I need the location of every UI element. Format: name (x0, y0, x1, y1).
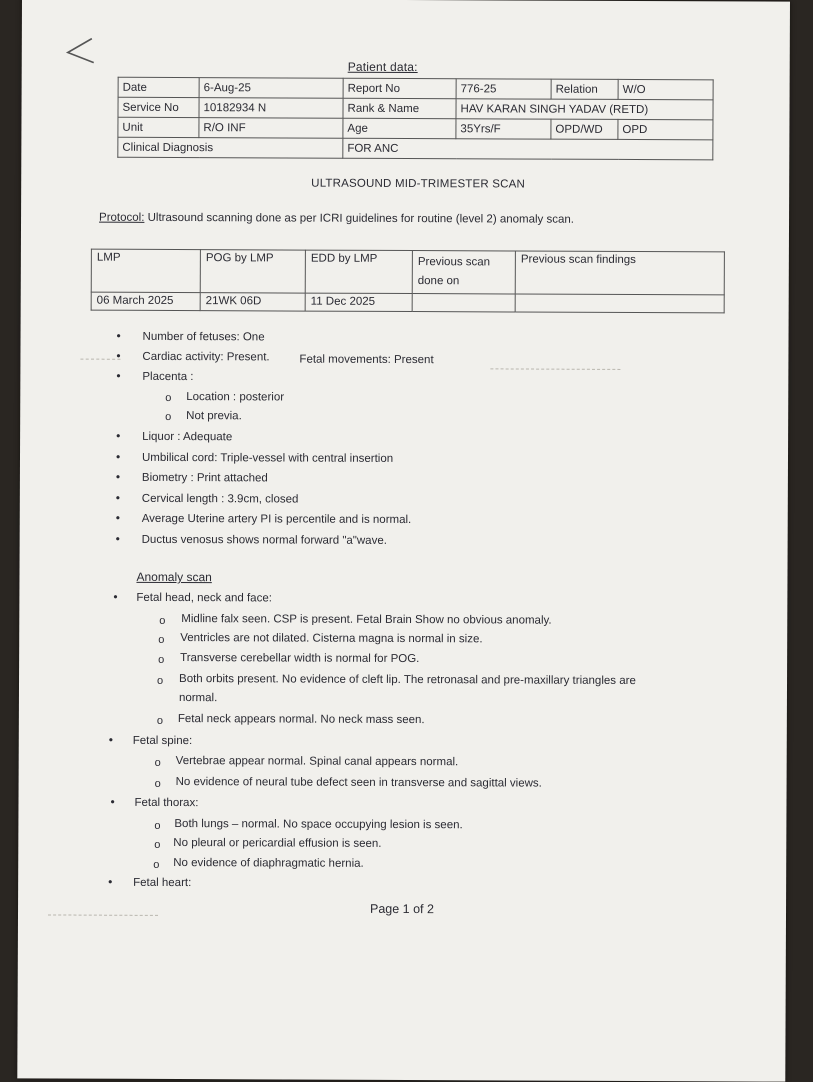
placenta-location: Location : posterior (186, 391, 285, 404)
page-number: Page 1 of 2 (370, 901, 435, 917)
spine-title: Fetal spine: (132, 734, 193, 748)
age-value: 35Yrs/F (456, 119, 551, 139)
date-label: Date (118, 77, 199, 97)
rank-value: HAV KARAN SINGH YADAV (RETD) (456, 99, 713, 120)
head-item: Ventricles are not dilated. Cisterna magna is normal in size. (180, 632, 483, 646)
lmp-table (91, 249, 725, 314)
cardiac-item: Cardiac activity: Present. (142, 350, 270, 364)
thorax-item: No evidence of diaphragmatic hernia. (173, 856, 364, 870)
lmp-header: LMP (91, 249, 200, 292)
cervical-item: Cervical length : 3.9cm, closed (141, 492, 299, 506)
uterine-item: Average Uterine artery PI is percentile and is normal. (141, 512, 412, 527)
service-label: Service No (118, 97, 199, 117)
thorax-item: Both lungs – normal. No space occupying lesion is seen. (174, 817, 463, 832)
thorax-title: Fetal thorax: (134, 796, 199, 810)
relation-value: W/O (618, 79, 713, 99)
biometry-item: Biometry : Print attached (141, 471, 268, 485)
patient-data-table (117, 77, 713, 161)
relation-label: Relation (551, 79, 618, 99)
lmp-value: 06 March 2025 (91, 292, 200, 310)
head-title: Fetal head, neck and face: (136, 591, 272, 605)
fetuses-item: Number of fetuses: One (142, 330, 265, 344)
diagnosis-label: Clinical Diagnosis (118, 137, 343, 158)
placenta-item: Placenta : (142, 370, 194, 384)
prev-scan-findings-value (515, 294, 724, 313)
prev-scan-findings-header: Previous scan findings (515, 251, 724, 295)
report-value: 776-25 (456, 79, 551, 99)
scan-title: ULTRASOUND MID-TRIMESTER SCAN (311, 177, 526, 191)
service-value: 10182934 N (199, 98, 343, 119)
anomaly-heading: Anomaly scan (136, 569, 212, 585)
cord-item: Umbilical cord: Triple-vessel with central insertion (141, 451, 394, 465)
patient-data-title: Patient data: (347, 59, 418, 75)
head-item: Fetal neck appears normal. No neck mass seen. (177, 713, 425, 727)
placenta-previa: Not previa. (186, 410, 242, 423)
faint-dotted-line (490, 368, 620, 370)
pen-mark-icon (62, 36, 96, 66)
diagnosis-value: FOR ANC (343, 138, 713, 160)
prev-scan-date-value (412, 294, 515, 312)
thorax-item: No pleural or pericardial effusion is seen. (173, 836, 382, 850)
protocol-text: Ultrasound scanning done as per ICRI guidelines for routine (level 2) anomaly scan. (144, 211, 575, 226)
unit-value: R/O INF (199, 118, 343, 139)
opd-label: OPD/WD (551, 119, 618, 139)
head-item: Both orbits present. No evidence of cleft lip. The retronasal and pre-maxillary triangles are (179, 673, 636, 688)
faint-dotted-line (80, 359, 120, 360)
spine-item: No evidence of neural tube defect seen in transverse and sagittal views. (175, 776, 542, 790)
head-item: Midline falx seen. CSP is present. Fetal Brain Show no obvious anomaly. (181, 613, 552, 627)
date-value: 6-Aug-25 (199, 78, 343, 99)
protocol-label: Protocol: (99, 211, 145, 224)
unit-label: Unit (118, 117, 199, 137)
prev-scan-date-header: Previous scan done on (412, 251, 515, 294)
heart-title: Fetal heart: (133, 876, 192, 890)
ductus-item: Ductus venosus shows normal forward "a"wave. (141, 533, 387, 547)
spine-item: Vertebrae appear normal. Spinal canal appears normal. (175, 755, 459, 769)
protocol-line (99, 212, 574, 226)
head-item: normal. (178, 692, 218, 705)
document-page: Patient data: Date 6-Aug-25 Report No 776-25 Relation W/O Service No 10182934 N Rank & Name HAV KARAN SINGH YADAV (RETD) Unit R/O INF Age 35Yrs/F OPD/WD OPD Clinical Diagnosis FOR ANC ULTRASOUND MID-TRIMESTER SCAN Protocol: Ultrasound scanning done as per ICRI guidelines for routine (level 2) anomaly scan. LMP POG by LMP EDD by LMP Previous scan done on Previous scan findings 06 March 2025 21WK 06D 11 Dec 2025 • Number of fetuses: One • Cardiac activity: Present. Fetal movements: Present • Placenta : o Location : posterior o Not previa. • Liquor : Adequate • Umbilical cord: Triple-vessel with central insertion • Biometry : Print attached • Cervical length : 3.9cm, closed • Average Uterine artery PI is percentile and is normal. • Ductus venosus shows normal forward "a"wave. Anomaly scan • Fetal head, neck and face: o Midline falx seen. CSP is present. Fetal Brain Show no obvious anomaly. o Ventricles are not dilated. Cisterna magna is normal in size. o Transverse cerebellar width is normal for POG. o Both orbits present. No evidence of cleft lip. The retronasal and pre-maxillary triangles are normal. o Fetal neck appears normal. No neck mass seen. • Fetal spine: o Vertebrae appear normal. Spinal canal appears normal. o No evidence of neural tube defect seen in transverse and sagittal views. • Fetal thorax: o Both lungs – normal. No space occupying lesion is seen. o No pleural or pericardial effusion is seen. o No evidence of diaphragmatic hernia. • Fetal heart: Page 1 of 2 (17, 0, 790, 1082)
head-item: Transverse cerebellar width is normal for POG. (180, 652, 420, 666)
faint-dotted-line (48, 914, 158, 915)
rank-label: Rank & Name (343, 98, 456, 118)
opd-value: OPD (618, 119, 713, 139)
pog-header: POG by LMP (200, 250, 305, 293)
pog-value: 21WK 06D (200, 293, 305, 311)
report-label: Report No (343, 78, 456, 98)
age-label: Age (343, 118, 456, 138)
edd-header: EDD by LMP (305, 250, 412, 293)
edd-value: 11 Dec 2025 (305, 293, 412, 311)
movements-item: Fetal movements: Present (299, 353, 434, 367)
liquor-item: Liquor : Adequate (142, 430, 233, 444)
